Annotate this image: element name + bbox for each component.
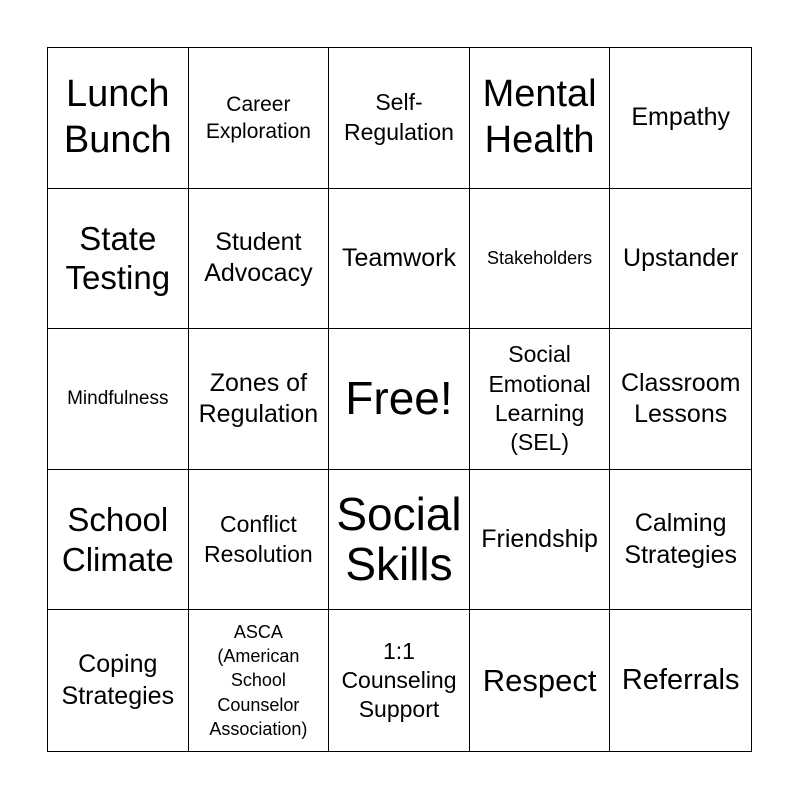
bingo-cell-r3c2[interactable]: Zones of Regulation bbox=[189, 329, 330, 470]
bingo-cell-free[interactable]: Free! bbox=[329, 329, 470, 470]
bingo-cell-r3c4[interactable]: Social Emotional Learning (SEL) bbox=[470, 329, 611, 470]
bingo-cell-r5c4[interactable]: Respect bbox=[470, 610, 611, 751]
bingo-cell-r4c2[interactable]: Conflict Resolution bbox=[189, 470, 330, 611]
bingo-cell-r5c1[interactable]: Coping Strategies bbox=[48, 610, 189, 751]
bingo-cell-r2c3[interactable]: Teamwork bbox=[329, 189, 470, 330]
bingo-cell-r5c2[interactable]: ASCA (American School Counselor Association) bbox=[189, 610, 330, 751]
bingo-cell-r1c2[interactable]: Career Exploration bbox=[189, 48, 330, 189]
bingo-cell-r2c2[interactable]: Student Advocacy bbox=[189, 189, 330, 330]
bingo-cell-r2c4[interactable]: Stakeholders bbox=[470, 189, 611, 330]
bingo-cell-r3c1[interactable]: Mindfulness bbox=[48, 329, 189, 470]
bingo-cell-r5c3[interactable]: 1:1 Counseling Support bbox=[329, 610, 470, 751]
bingo-cell-r1c1[interactable]: Lunch Bunch bbox=[48, 48, 189, 189]
bingo-cell-r1c4[interactable]: Mental Health bbox=[470, 48, 611, 189]
bingo-cell-r4c4[interactable]: Friendship bbox=[470, 470, 611, 611]
bingo-cell-r4c3[interactable]: Social Skills bbox=[329, 470, 470, 611]
bingo-cell-r3c5[interactable]: Classroom Lessons bbox=[610, 329, 751, 470]
bingo-board bbox=[47, 47, 752, 752]
bingo-cell-r5c5[interactable]: Referrals bbox=[621, 664, 740, 697]
bingo-cell-r1c3[interactable]: Self- Regulation bbox=[329, 48, 470, 189]
bingo-cell-r4c5[interactable]: Calming Strategies bbox=[610, 470, 751, 611]
bingo-cell-r2c5[interactable]: Upstander bbox=[610, 189, 751, 330]
bingo-cell-r1c5[interactable]: Empathy bbox=[610, 48, 751, 189]
bingo-cell-r4c1[interactable]: School Climate bbox=[48, 470, 189, 611]
bingo-cell-r2c1[interactable]: State Testing bbox=[48, 189, 189, 330]
